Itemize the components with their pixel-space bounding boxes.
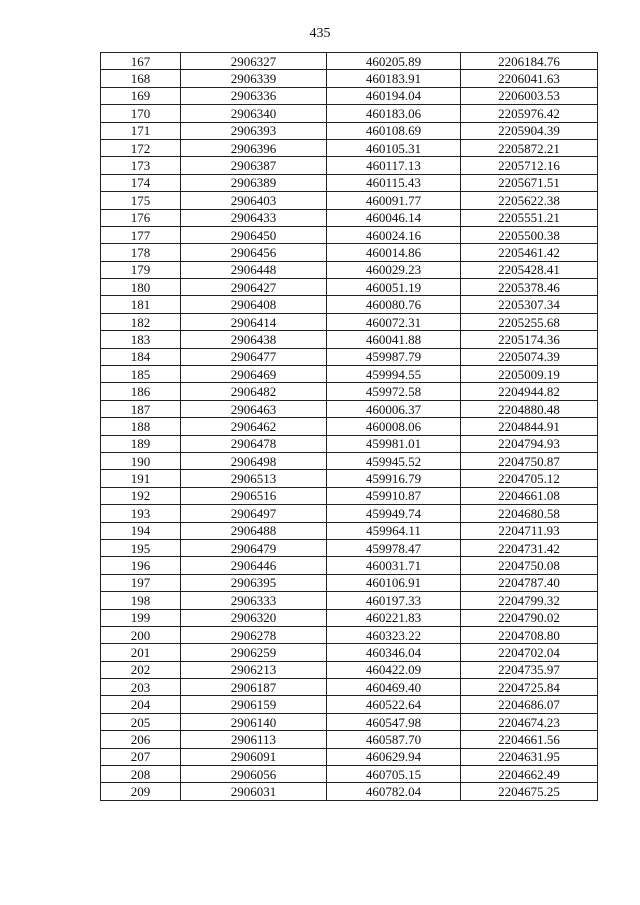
point-number-cell: 172 bbox=[101, 139, 181, 156]
x-coordinate-cell: 459916.79 bbox=[327, 470, 461, 487]
point-number-cell: 178 bbox=[101, 244, 181, 261]
id-cell: 2906403 bbox=[181, 192, 327, 209]
y-coordinate-cell: 2204844.91 bbox=[461, 418, 598, 435]
y-coordinate-cell: 2205551.21 bbox=[461, 209, 598, 226]
id-cell: 2906278 bbox=[181, 626, 327, 643]
y-coordinate-cell: 2204725.84 bbox=[461, 679, 598, 696]
x-coordinate-cell: 460323.22 bbox=[327, 626, 461, 643]
id-cell: 2906414 bbox=[181, 313, 327, 330]
y-coordinate-cell: 2204674.23 bbox=[461, 713, 598, 730]
id-cell: 2906320 bbox=[181, 609, 327, 626]
id-cell: 2906159 bbox=[181, 696, 327, 713]
point-number-cell: 177 bbox=[101, 226, 181, 243]
x-coordinate-cell: 460024.16 bbox=[327, 226, 461, 243]
id-cell: 2906336 bbox=[181, 87, 327, 104]
point-number-cell: 189 bbox=[101, 435, 181, 452]
y-coordinate-cell: 2206003.53 bbox=[461, 87, 598, 104]
x-coordinate-cell: 460117.13 bbox=[327, 157, 461, 174]
point-number-cell: 202 bbox=[101, 661, 181, 678]
y-coordinate-cell: 2204631.95 bbox=[461, 748, 598, 765]
table-row bbox=[101, 279, 598, 296]
point-number-cell: 195 bbox=[101, 539, 181, 556]
x-coordinate-cell: 460629.94 bbox=[327, 748, 461, 765]
point-number-cell: 204 bbox=[101, 696, 181, 713]
point-number-cell: 199 bbox=[101, 609, 181, 626]
id-cell: 2906438 bbox=[181, 331, 327, 348]
table-row bbox=[101, 713, 598, 730]
y-coordinate-cell: 2204735.97 bbox=[461, 661, 598, 678]
id-cell: 2906427 bbox=[181, 279, 327, 296]
point-number-cell: 187 bbox=[101, 400, 181, 417]
table-row bbox=[101, 244, 598, 261]
table-row bbox=[101, 192, 598, 209]
table-row bbox=[101, 331, 598, 348]
point-number-cell: 200 bbox=[101, 626, 181, 643]
table-row bbox=[101, 366, 598, 383]
x-coordinate-cell: 460547.98 bbox=[327, 713, 461, 730]
table-row bbox=[101, 644, 598, 661]
x-coordinate-cell: 460705.15 bbox=[327, 766, 461, 783]
id-cell: 2906450 bbox=[181, 226, 327, 243]
point-number-cell: 207 bbox=[101, 748, 181, 765]
x-coordinate-cell: 460221.83 bbox=[327, 609, 461, 626]
x-coordinate-cell: 460115.43 bbox=[327, 174, 461, 191]
table-row bbox=[101, 766, 598, 783]
point-number-cell: 209 bbox=[101, 783, 181, 800]
id-cell: 2906031 bbox=[181, 783, 327, 800]
y-coordinate-cell: 2204711.93 bbox=[461, 522, 598, 539]
y-coordinate-cell: 2205976.42 bbox=[461, 105, 598, 122]
y-coordinate-cell: 2204944.82 bbox=[461, 383, 598, 400]
id-cell: 2906187 bbox=[181, 679, 327, 696]
x-coordinate-cell: 459981.01 bbox=[327, 435, 461, 452]
point-number-cell: 183 bbox=[101, 331, 181, 348]
point-number-cell: 175 bbox=[101, 192, 181, 209]
table-row bbox=[101, 157, 598, 174]
x-coordinate-cell: 459994.55 bbox=[327, 366, 461, 383]
id-cell: 2906387 bbox=[181, 157, 327, 174]
x-coordinate-cell: 460041.88 bbox=[327, 331, 461, 348]
id-cell: 2906340 bbox=[181, 105, 327, 122]
id-cell: 2906213 bbox=[181, 661, 327, 678]
table-row bbox=[101, 400, 598, 417]
id-cell: 2906497 bbox=[181, 505, 327, 522]
table-row bbox=[101, 435, 598, 452]
x-coordinate-cell: 460091.77 bbox=[327, 192, 461, 209]
y-coordinate-cell: 2204708.80 bbox=[461, 626, 598, 643]
x-coordinate-cell: 460422.09 bbox=[327, 661, 461, 678]
x-coordinate-cell: 460108.69 bbox=[327, 122, 461, 139]
point-number-cell: 171 bbox=[101, 122, 181, 139]
x-coordinate-cell: 460046.14 bbox=[327, 209, 461, 226]
id-cell: 2906056 bbox=[181, 766, 327, 783]
x-coordinate-cell: 460183.91 bbox=[327, 70, 461, 87]
table-row bbox=[101, 731, 598, 748]
y-coordinate-cell: 2205009.19 bbox=[461, 366, 598, 383]
table-row bbox=[101, 418, 598, 435]
table-row bbox=[101, 313, 598, 330]
y-coordinate-cell: 2204794.93 bbox=[461, 435, 598, 452]
y-coordinate-cell: 2205074.39 bbox=[461, 348, 598, 365]
point-number-cell: 203 bbox=[101, 679, 181, 696]
table-row bbox=[101, 87, 598, 104]
x-coordinate-cell: 460029.23 bbox=[327, 261, 461, 278]
y-coordinate-cell: 2204662.49 bbox=[461, 766, 598, 783]
table-row bbox=[101, 557, 598, 574]
x-coordinate-cell: 460105.31 bbox=[327, 139, 461, 156]
coordinates-table bbox=[100, 52, 598, 801]
table-row bbox=[101, 70, 598, 87]
y-coordinate-cell: 2205174.36 bbox=[461, 331, 598, 348]
point-number-cell: 193 bbox=[101, 505, 181, 522]
id-cell: 2906446 bbox=[181, 557, 327, 574]
id-cell: 2906479 bbox=[181, 539, 327, 556]
table-row bbox=[101, 226, 598, 243]
table-row bbox=[101, 296, 598, 313]
y-coordinate-cell: 2205872.21 bbox=[461, 139, 598, 156]
point-number-cell: 194 bbox=[101, 522, 181, 539]
x-coordinate-cell: 460031.71 bbox=[327, 557, 461, 574]
id-cell: 2906478 bbox=[181, 435, 327, 452]
point-number-cell: 182 bbox=[101, 313, 181, 330]
table-row bbox=[101, 783, 598, 800]
point-number-cell: 180 bbox=[101, 279, 181, 296]
id-cell: 2906408 bbox=[181, 296, 327, 313]
id-cell: 2906513 bbox=[181, 470, 327, 487]
y-coordinate-cell: 2204750.87 bbox=[461, 452, 598, 469]
y-coordinate-cell: 2205461.42 bbox=[461, 244, 598, 261]
x-coordinate-cell: 459949.74 bbox=[327, 505, 461, 522]
id-cell: 2906456 bbox=[181, 244, 327, 261]
point-number-cell: 169 bbox=[101, 87, 181, 104]
x-coordinate-cell: 459978.47 bbox=[327, 539, 461, 556]
y-coordinate-cell: 2205671.51 bbox=[461, 174, 598, 191]
x-coordinate-cell: 460183.06 bbox=[327, 105, 461, 122]
point-number-cell: 201 bbox=[101, 644, 181, 661]
id-cell: 2906488 bbox=[181, 522, 327, 539]
point-number-cell: 184 bbox=[101, 348, 181, 365]
id-cell: 2906482 bbox=[181, 383, 327, 400]
point-number-cell: 198 bbox=[101, 592, 181, 609]
x-coordinate-cell: 460522.64 bbox=[327, 696, 461, 713]
table-row bbox=[101, 122, 598, 139]
point-number-cell: 179 bbox=[101, 261, 181, 278]
point-number-cell: 174 bbox=[101, 174, 181, 191]
id-cell: 2906396 bbox=[181, 139, 327, 156]
x-coordinate-cell: 460072.31 bbox=[327, 313, 461, 330]
point-number-cell: 173 bbox=[101, 157, 181, 174]
y-coordinate-cell: 2204790.02 bbox=[461, 609, 598, 626]
y-coordinate-cell: 2204731.42 bbox=[461, 539, 598, 556]
y-coordinate-cell: 2204880.48 bbox=[461, 400, 598, 417]
x-coordinate-cell: 460008.06 bbox=[327, 418, 461, 435]
id-cell: 2906140 bbox=[181, 713, 327, 730]
point-number-cell: 167 bbox=[101, 53, 181, 70]
point-number-cell: 205 bbox=[101, 713, 181, 730]
id-cell: 2906333 bbox=[181, 592, 327, 609]
table-row bbox=[101, 696, 598, 713]
x-coordinate-cell: 460205.89 bbox=[327, 53, 461, 70]
table-row bbox=[101, 105, 598, 122]
table-row bbox=[101, 53, 598, 70]
page-number: 435 bbox=[309, 26, 331, 41]
id-cell: 2906113 bbox=[181, 731, 327, 748]
y-coordinate-cell: 2205712.16 bbox=[461, 157, 598, 174]
y-coordinate-cell: 2204686.07 bbox=[461, 696, 598, 713]
y-coordinate-cell: 2205255.68 bbox=[461, 313, 598, 330]
id-cell: 2906433 bbox=[181, 209, 327, 226]
y-coordinate-cell: 2205307.34 bbox=[461, 296, 598, 313]
id-cell: 2906463 bbox=[181, 400, 327, 417]
id-cell: 2906498 bbox=[181, 452, 327, 469]
x-coordinate-cell: 460080.76 bbox=[327, 296, 461, 313]
point-number-cell: 186 bbox=[101, 383, 181, 400]
y-coordinate-cell: 2204702.04 bbox=[461, 644, 598, 661]
point-number-cell: 185 bbox=[101, 366, 181, 383]
id-cell: 2906448 bbox=[181, 261, 327, 278]
id-cell: 2906462 bbox=[181, 418, 327, 435]
x-coordinate-cell: 460194.04 bbox=[327, 87, 461, 104]
y-coordinate-cell: 2205378.46 bbox=[461, 279, 598, 296]
point-number-cell: 206 bbox=[101, 731, 181, 748]
id-cell: 2906469 bbox=[181, 366, 327, 383]
table-row bbox=[101, 592, 598, 609]
table-row bbox=[101, 539, 598, 556]
id-cell: 2906477 bbox=[181, 348, 327, 365]
x-coordinate-cell: 460014.86 bbox=[327, 244, 461, 261]
table-row bbox=[101, 487, 598, 504]
table-row bbox=[101, 348, 598, 365]
x-coordinate-cell: 459945.52 bbox=[327, 452, 461, 469]
y-coordinate-cell: 2204680.58 bbox=[461, 505, 598, 522]
table-row bbox=[101, 383, 598, 400]
x-coordinate-cell: 459987.79 bbox=[327, 348, 461, 365]
x-coordinate-cell: 459910.87 bbox=[327, 487, 461, 504]
id-cell: 2906091 bbox=[181, 748, 327, 765]
x-coordinate-cell: 460782.04 bbox=[327, 783, 461, 800]
table-row bbox=[101, 174, 598, 191]
x-coordinate-cell: 460346.04 bbox=[327, 644, 461, 661]
y-coordinate-cell: 2205500.38 bbox=[461, 226, 598, 243]
x-coordinate-cell: 459972.58 bbox=[327, 383, 461, 400]
table-row bbox=[101, 505, 598, 522]
id-cell: 2906516 bbox=[181, 487, 327, 504]
y-coordinate-cell: 2204799.32 bbox=[461, 592, 598, 609]
y-coordinate-cell: 2204675.25 bbox=[461, 783, 598, 800]
x-coordinate-cell: 460006.37 bbox=[327, 400, 461, 417]
point-number-cell: 197 bbox=[101, 574, 181, 591]
table-row bbox=[101, 661, 598, 678]
table-row bbox=[101, 470, 598, 487]
point-number-cell: 190 bbox=[101, 452, 181, 469]
point-number-cell: 176 bbox=[101, 209, 181, 226]
y-coordinate-cell: 2204705.12 bbox=[461, 470, 598, 487]
x-coordinate-cell: 460587.70 bbox=[327, 731, 461, 748]
table-row bbox=[101, 574, 598, 591]
y-coordinate-cell: 2204661.56 bbox=[461, 731, 598, 748]
point-number-cell: 170 bbox=[101, 105, 181, 122]
table-row bbox=[101, 139, 598, 156]
y-coordinate-cell: 2206041.63 bbox=[461, 70, 598, 87]
table-row bbox=[101, 452, 598, 469]
coordinates-table-body bbox=[101, 53, 598, 801]
table-row bbox=[101, 209, 598, 226]
table-row bbox=[101, 522, 598, 539]
x-coordinate-cell: 460106.91 bbox=[327, 574, 461, 591]
point-number-cell: 188 bbox=[101, 418, 181, 435]
table-row bbox=[101, 626, 598, 643]
point-number-cell: 191 bbox=[101, 470, 181, 487]
y-coordinate-cell: 2204787.40 bbox=[461, 574, 598, 591]
y-coordinate-cell: 2206184.76 bbox=[461, 53, 598, 70]
id-cell: 2906327 bbox=[181, 53, 327, 70]
y-coordinate-cell: 2205904.39 bbox=[461, 122, 598, 139]
x-coordinate-cell: 460051.19 bbox=[327, 279, 461, 296]
point-number-cell: 181 bbox=[101, 296, 181, 313]
table-row bbox=[101, 609, 598, 626]
y-coordinate-cell: 2204661.08 bbox=[461, 487, 598, 504]
point-number-cell: 192 bbox=[101, 487, 181, 504]
point-number-cell: 168 bbox=[101, 70, 181, 87]
table-row bbox=[101, 748, 598, 765]
table-row bbox=[101, 261, 598, 278]
id-cell: 2906393 bbox=[181, 122, 327, 139]
id-cell: 2906389 bbox=[181, 174, 327, 191]
x-coordinate-cell: 460469.40 bbox=[327, 679, 461, 696]
id-cell: 2906395 bbox=[181, 574, 327, 591]
x-coordinate-cell: 459964.11 bbox=[327, 522, 461, 539]
y-coordinate-cell: 2204750.08 bbox=[461, 557, 598, 574]
x-coordinate-cell: 460197.33 bbox=[327, 592, 461, 609]
point-number-cell: 208 bbox=[101, 766, 181, 783]
y-coordinate-cell: 2205622.38 bbox=[461, 192, 598, 209]
id-cell: 2906339 bbox=[181, 70, 327, 87]
table-row bbox=[101, 679, 598, 696]
id-cell: 2906259 bbox=[181, 644, 327, 661]
point-number-cell: 196 bbox=[101, 557, 181, 574]
y-coordinate-cell: 2205428.41 bbox=[461, 261, 598, 278]
